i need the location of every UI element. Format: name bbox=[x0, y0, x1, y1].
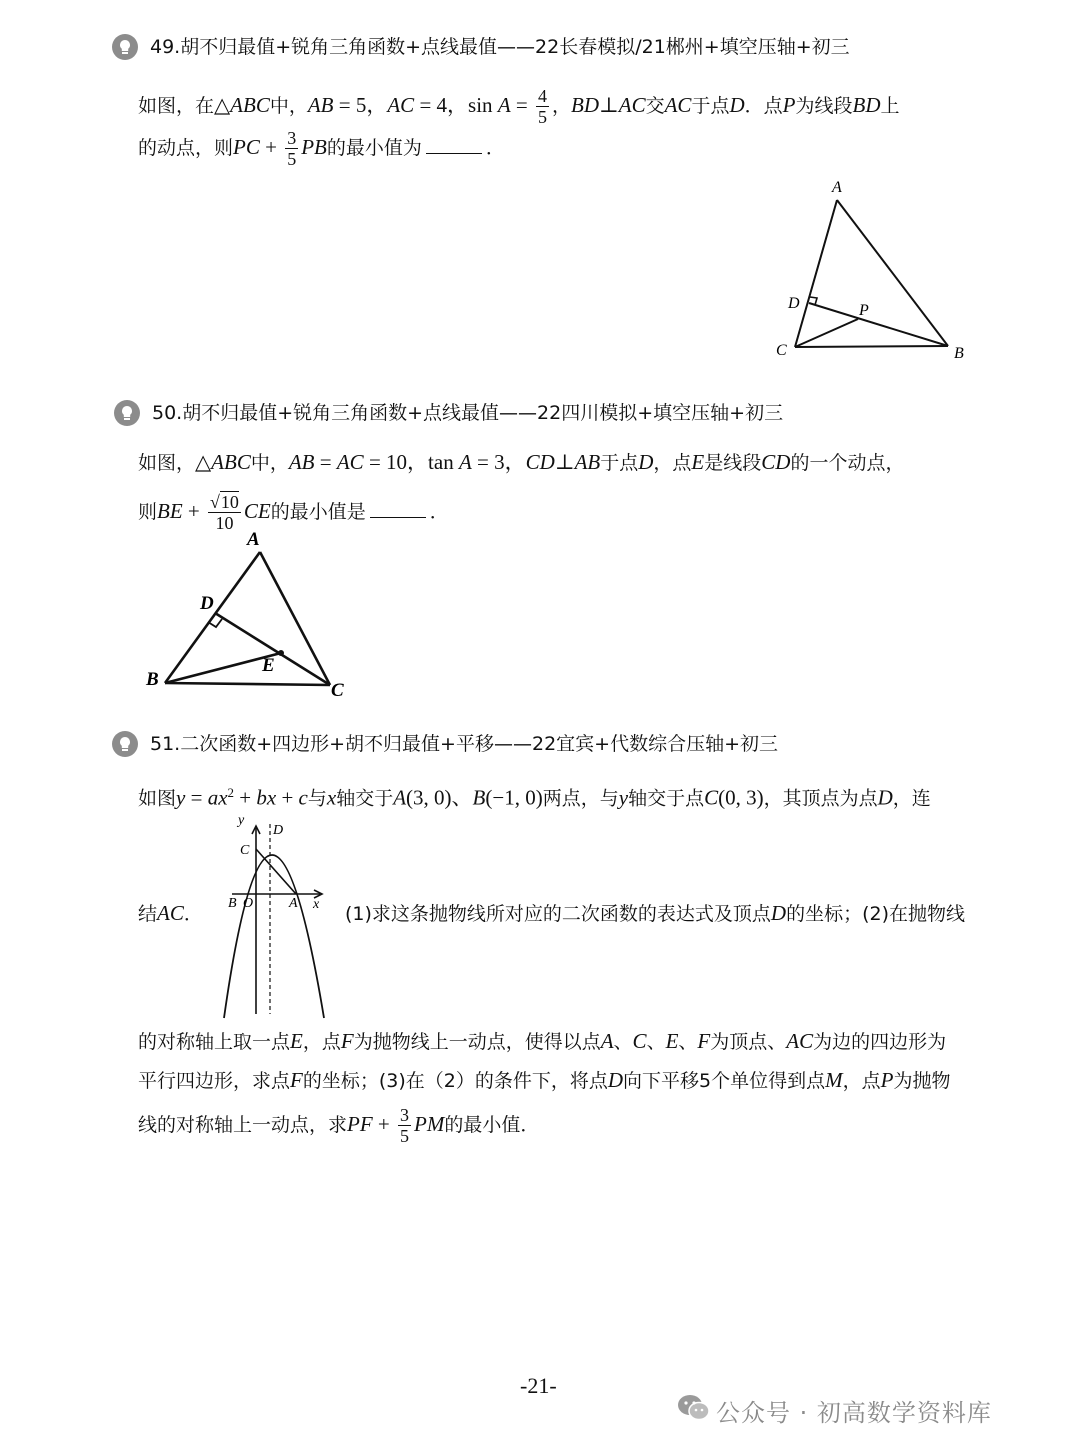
bulb-icon bbox=[114, 400, 140, 426]
label-O: O bbox=[243, 896, 254, 911]
label-C: C bbox=[240, 843, 250, 858]
problem-51-line-3: 的对称轴上取一点E，点F为抛物线上一动点，使得以点A、C、E、F为顶点、AC为边的四边形为 bbox=[138, 1029, 947, 1053]
label-y: y bbox=[238, 813, 245, 828]
label-x: x bbox=[313, 897, 320, 912]
problem-51-line-2: 结AC． bbox=[138, 901, 203, 925]
label-A: A bbox=[289, 896, 298, 911]
triangle-figure-49 bbox=[760, 170, 980, 370]
problem-51-heading: 51.二次函数+四边形+胡不归最值+平移——22宜宾+代数综合压轴+初三 bbox=[150, 733, 778, 755]
label-D: D bbox=[200, 593, 214, 614]
watermark: 公众号 · 初高数学资料库 bbox=[716, 1399, 992, 1427]
label-D: D bbox=[788, 295, 800, 312]
bulb-icon bbox=[112, 731, 138, 757]
label-E: E bbox=[262, 655, 275, 676]
problem-50-line-2: 则BE + $\frac{√10}{10}$ CE的最小值是 ． bbox=[138, 492, 449, 533]
problem-49-line-2: 的动点，则PC + $\frac{3}{5}$ PB的最小值为 ． bbox=[138, 128, 505, 169]
bulb-icon bbox=[112, 34, 138, 60]
answer-blank bbox=[370, 517, 426, 518]
label-A: A bbox=[832, 179, 842, 196]
problem-50-heading: 50.胡不归最值+锐角三角函数+点线最值——22四川模拟+填空压轴+初三 bbox=[152, 402, 784, 424]
parabola-figure bbox=[212, 812, 337, 1024]
label-P: P bbox=[859, 302, 869, 319]
label-B: B bbox=[146, 669, 159, 690]
label-C: C bbox=[776, 342, 787, 359]
problem-51-line-5: 线的对称轴上一动点，求PF + $\frac{3}{5}$ PM的最小值． bbox=[138, 1105, 540, 1146]
problem-51-line-4: 平行四边形，求点F的坐标；(3)在（2）的条件下，将点D向下平移5个单位得到点M，点P为抛物 bbox=[138, 1068, 951, 1092]
wechat-icon bbox=[676, 1393, 712, 1423]
triangle-figure-50 bbox=[140, 525, 360, 705]
label-D: D bbox=[273, 823, 284, 838]
label-C: C bbox=[331, 680, 344, 701]
page-number: -21- bbox=[520, 1373, 557, 1398]
answer-blank bbox=[426, 153, 482, 154]
label-B: B bbox=[228, 896, 237, 911]
problem-49-line-1: 如图，在△ABC中，AB = 5，AC = 4，sin A = $\frac{4}{5}$ ，BD⊥AC交AC于点D．点P为线段BD上 bbox=[138, 86, 900, 127]
label-A: A bbox=[247, 529, 260, 550]
label-B: B bbox=[954, 345, 964, 362]
problem-49-heading: 49.胡不归最值+锐角三角函数+点线最值——22长春模拟/21郴州+填空压轴+初三 bbox=[150, 36, 850, 58]
problem-51-line-1: 如图$y = ax^2$ + bx + c与x轴交于A(3, 0)、B(−1, 0)两点，与y轴交于点C(0, 3)，其顶点为点D，连 bbox=[138, 785, 931, 810]
problem-50-line-1: 如图，△ABC中，AB = AC = 10，tan A = 3，CD⊥AB于点D，点E是线段CD的一个动点， bbox=[138, 450, 905, 474]
problem-51-line-2b: (1)求这条抛物线所对应的二次函数的表达式及顶点D的坐标；(2)在抛物线 bbox=[345, 901, 966, 925]
